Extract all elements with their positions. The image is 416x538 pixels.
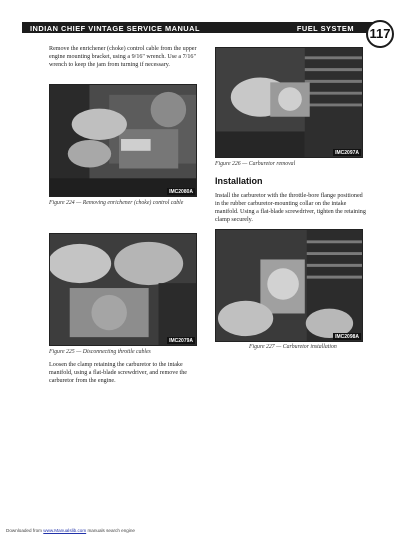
header-bar: [22, 22, 384, 33]
figure-227-photo: [215, 229, 363, 342]
download-footer: [6, 528, 135, 533]
footer-suffix: manuals search engine: [86, 528, 135, 533]
figure-227-tag: IMC2098A: [335, 333, 359, 340]
figure-224-photo: [49, 84, 197, 197]
figure-227-caption: Figure 227 — Carburetor installation: [249, 344, 337, 350]
figure-226-photo: [215, 47, 363, 158]
footer-prefix: Downloaded from: [6, 528, 44, 533]
figure-224-caption: Figure 224 — Removing enrichener (choke) control cable: [49, 200, 184, 206]
figure-226-caption: Figure 226 — Carburetor removal: [215, 161, 296, 167]
installation-paragraph: Install the carburetor with the throttle-bore flange positioned in the rubber carburetor-mounting collar on the intake manifold. Using a flat-blade screwdriver, tighten the retaining clamp securely.: [215, 193, 366, 224]
figure-225-tag: IMC2079A: [169, 337, 193, 344]
figure-225-caption: Figure 225 — Disconnecting throttle cables: [49, 349, 151, 355]
manual-title: INDIAN CHIEF VINTAGE SERVICE MANUAL: [30, 23, 200, 33]
figure-226-tag: IMC2097A: [335, 149, 359, 156]
intro-paragraph: Remove the enrichener (choke) control cable from the upper engine mounting bracket, using a 9/16" wrench. Use a 7/16" wrench to keep the jam from turning if necessary.: [49, 46, 197, 69]
footer-link[interactable]: www.Manualslib.com: [43, 528, 87, 533]
installation-heading: Installation: [215, 176, 263, 186]
figure-224-tag: IMC2080A: [169, 188, 193, 195]
figure-225-photo: [49, 233, 197, 346]
section-name: FUEL SYSTEM: [296, 23, 354, 33]
loosen-clamp-paragraph: Loosen the clamp retaining the carburetor to the intake manifold, using a flat-blade screwdriver, and remove the carburetor from the engine.: [49, 362, 187, 385]
page-number-badge: 117: [366, 20, 394, 48]
